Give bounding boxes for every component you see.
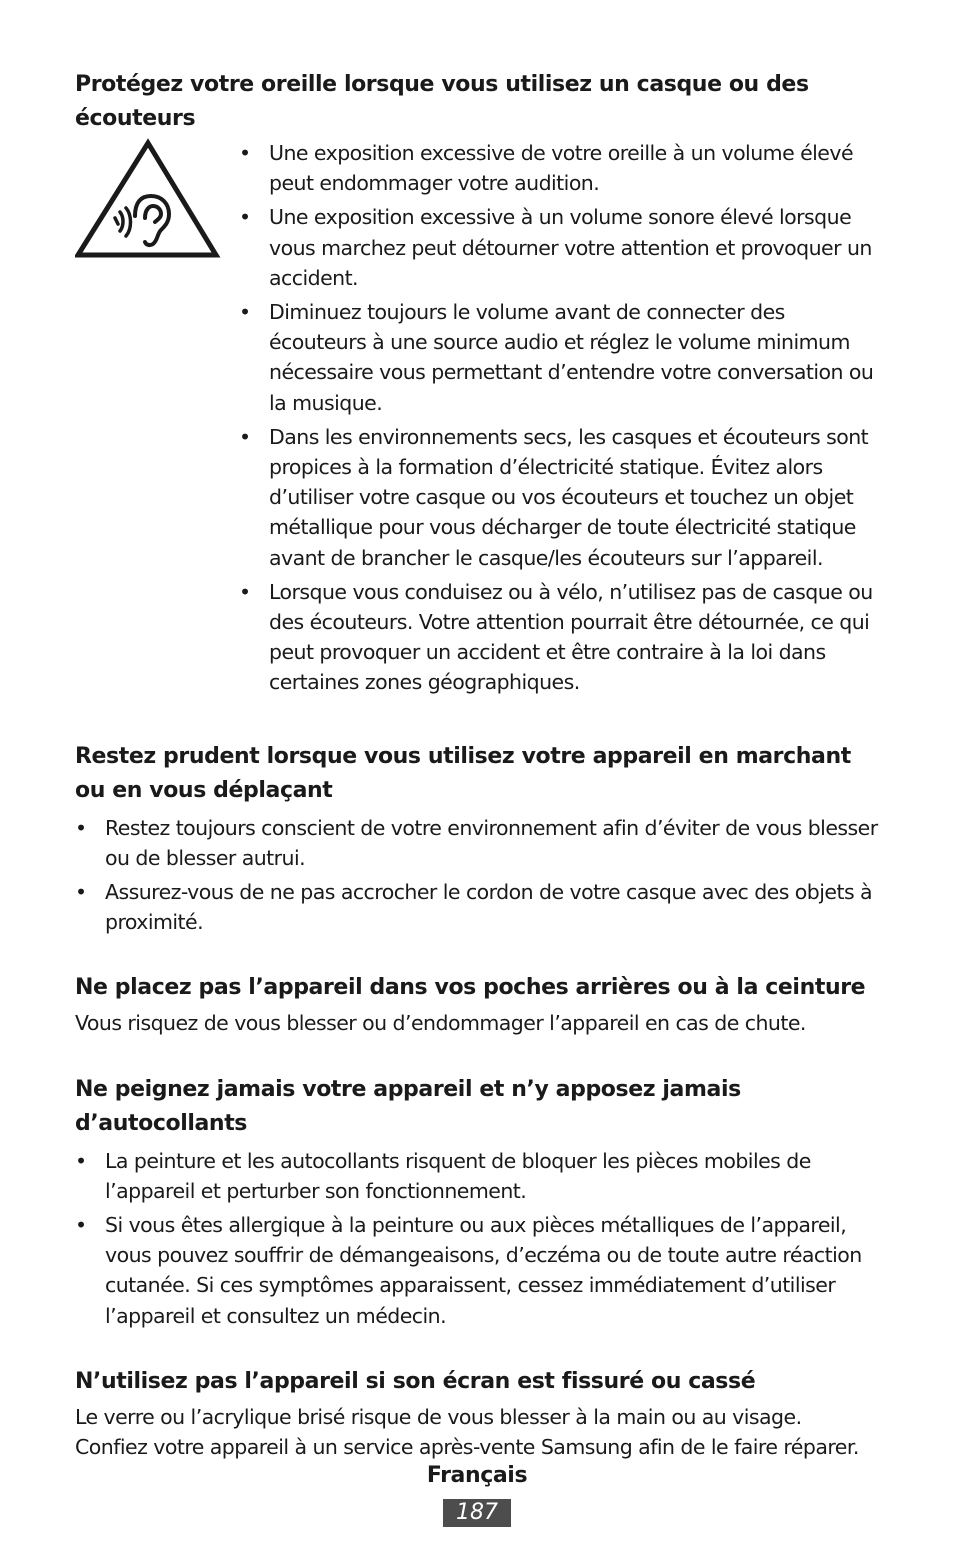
list-item: • Dans les environnements secs, les casques et écouteurs sont propices à la formation d’électricité statique. Évitez alors d’utiliser votre casque ou vos écouteurs et touchez un objet métallique pour vous décharger de toute électricité statique avant de brancher le casque/les écouteurs sur l’appareil. (239, 422, 879, 573)
list-item: • Diminuez toujours le volume avant de connecter des écouteurs à une source audio et réglez le volume minimum nécessaire vous permettant d’entendre votre conversation ou la musique. (239, 297, 879, 418)
no-paint-list (75, 1146, 880, 1331)
text-line: Confiez votre appareil à un service après-vente Samsung afin de le faire réparer. (75, 1435, 859, 1460)
section-back-pocket (75, 971, 880, 1038)
section-no-paint (75, 1073, 880, 1331)
list-item: • Assurez-vous de ne pas accrocher le cordon de votre casque avec des objets à proximité. (75, 877, 880, 937)
page-footer (0, 1461, 954, 1527)
list-item: • Une exposition excessive à un volume sonore élevé lorsque vous marchez peut détourner votre attention et provoquer un accident. (239, 202, 879, 293)
section-title: N’utilisez pas l’appareil si son écran est fissuré ou cassé (75, 1368, 756, 1394)
ear-protection-list (239, 138, 879, 702)
section-text: Vous risquez de vous blesser ou d’endommager l’appareil en cas de chute. (75, 1011, 806, 1036)
ear-warning-icon (75, 138, 221, 260)
manual-page (75, 68, 880, 1462)
walking-caution-list (75, 813, 880, 938)
text-line: Le verre ou l’acrylique brisé risque de vous blesser à la main ou au visage. (75, 1404, 802, 1429)
list-item: • Restez toujours conscient de votre environnement afin d’éviter de vous blesser ou de blesser autrui. (75, 813, 880, 873)
section-text (75, 1402, 880, 1462)
footer-language: Français (426, 1463, 528, 1488)
list-item: • Lorsque vous conduisez ou à vélo, n’utilisez pas de casque ou des écouteurs. Votre attention pourrait être détournée, ce qui peut provoquer un accident et être contraire à la loi dans certaines zones géographiques. (239, 577, 879, 698)
ear-warning-row (75, 138, 880, 702)
page-number-badge: 187 (443, 1499, 511, 1527)
section-title: Restez prudent lorsque vous utilisez votre appareil en marchant ou en vous déplaçant (75, 743, 851, 803)
list-item: • La peinture et les autocollants risquent de bloquer les pièces mobiles de l’appareil et perturber son fonctionnement. (75, 1146, 880, 1206)
section-title: Ne placez pas l’appareil dans vos poches arrières ou à la ceinture (75, 975, 866, 1001)
section-title: Protégez votre oreille lorsque vous utilisez un casque ou des écouteurs (75, 72, 809, 131)
section-ear-protection (75, 68, 880, 702)
section-walking-caution (75, 740, 880, 938)
list-item: • Si vous êtes allergique à la peinture ou aux pièces métalliques de l’appareil, vous pouvez souffrir de démangeaisons, d’eczéma ou de toute autre réaction cutanée. Si ces symptômes apparaissent, cessez immédiatement d’utiliser l’appareil et consultez un médecin. (75, 1210, 880, 1331)
section-title: Ne peignez jamais votre appareil et n’y apposez jamais d’autocollants (75, 1076, 741, 1136)
list-item: • Une exposition excessive de votre oreille à un volume élevé peut endommager votre audition. (239, 138, 879, 198)
section-cracked-screen (75, 1365, 880, 1462)
